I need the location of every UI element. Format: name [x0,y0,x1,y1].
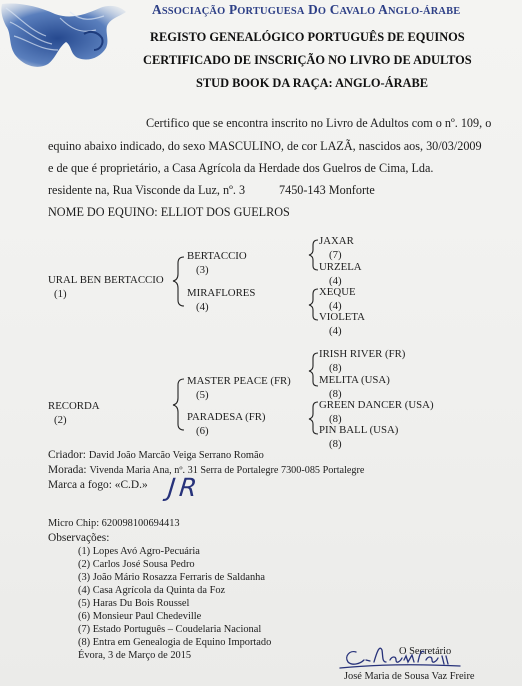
address-value: Vivenda Maria Ana, nº. 31 Serra de Portalegre 7300-085 Portalegre [89,465,365,476]
ds-dam-code: (8) [329,388,342,400]
ds-sire-name: IRISH RIVER (FR) [319,348,406,360]
sire-sire-name: BERTACCIO [187,250,247,262]
statement-address: residente na, Rua Visconde da Luz, nº. 3 [48,183,246,197]
ss-sire-name: JAXAR [319,235,354,247]
statement-line-1: Certifico que se encontra inscrito no Livro de Adultos com o nº. 109, o [146,116,492,130]
title-line-3: STUD BOOK DA RAÇA: ANGLO-ÁRABE [196,76,429,90]
address-label: Morada: [48,464,87,476]
statement-line-3: e de que é proprietário, a Casa Agrícola da Herdade dos Guelros de Cima, Lda. [48,161,434,175]
ds-dam-name: MELITA (USA) [319,374,390,386]
dam-code: (2) [54,414,67,426]
sd-dam-name: VIOLETA [319,311,365,323]
association-name: ASSOCIAÇÃO PORTUGUESA DO CAVALO ANGLO-ÁRABE [152,2,461,17]
observation-item: (5) Haras Du Bois Roussel [78,598,190,609]
observation-item: (6) Monsieur Paul Chedeville [78,611,202,622]
observation-item: (4) Casa Agrícola da Quinta da Foz [78,585,226,596]
sire-dam-name: MIRAFLORES [187,287,256,299]
observation-item: (3) João Mário Rosazza Ferraris de Saldanha [78,572,265,583]
secretary-role: O Secretário [399,646,452,657]
statement-postal: 7450-143 Monforte [279,183,375,197]
sd-sire-name: XEQUE [319,286,356,298]
breeder-label: Criador: [48,449,86,461]
dam-sire-code: (5) [196,389,209,401]
sire-name: URAL BEN BERTACCIO [48,274,164,286]
statement-line-2: equino abaixo indicado, do sexo MASCULINO, de cor LAZÃ, nascidos aos, 30/03/2009 [48,139,482,153]
observation-item: (1) Lopes Avó Agro-Pecuária [78,546,200,557]
dam-sire-name: MASTER PEACE (FR) [187,375,291,387]
dam-dam-code: (6) [196,425,209,437]
observation-item: (2) Carlos José Sousa Pedro [78,559,195,570]
observations-label: Observações: [48,532,110,544]
brand-value: «C.D.» [114,479,148,491]
dd-sire-name: GREEN DANCER (USA) [319,399,434,411]
microchip: Micro Chip: 620098100694413 [48,518,180,529]
dd-dam-code: (8) [329,438,342,450]
brand-label: Marca a fogo: [48,479,112,491]
ss-dam-name: URZELA [319,261,362,273]
brand-handwritten: JR [166,473,203,502]
dam-name: RECORDA [48,400,100,412]
sire-dam-code: (4) [196,301,209,313]
sire-sire-code: (3) [196,264,209,276]
secretary-name: José Maria de Sousa Vaz Freire [344,671,475,682]
dd-sire-code: (8) [329,413,342,425]
sire-code: (1) [54,288,67,300]
sd-sire-code: (4) [329,300,342,312]
horse-name: NOME DO EQUINO: ELLIOT DOS GUELROS [48,205,290,219]
dd-dam-name: PIN BALL (USA) [319,424,399,436]
observation-item: (7) Estado Português – Coudelaria Nacional [78,624,262,635]
ss-sire-code: (7) [329,249,342,261]
place-date: Évora, 3 de Março de 2015 [78,650,192,661]
title-line-1: REGISTO GENEALÓGICO PORTUGUÊS DE EQUINOS [150,30,465,44]
sd-dam-code: (4) [329,325,342,337]
ds-sire-code: (8) [329,362,342,374]
ss-dam-code: (4) [329,275,342,287]
dam-dam-name: PARADESA (FR) [187,411,266,423]
title-line-2: CERTIFICADO DE INSCRIÇÃO NO LIVRO DE ADULTOS [143,53,472,67]
breeder-value: David João Marcão Veiga Serrano Romão [88,450,264,461]
observation-item: (8) Entra em Genealogia de Equino Importado [78,637,272,648]
